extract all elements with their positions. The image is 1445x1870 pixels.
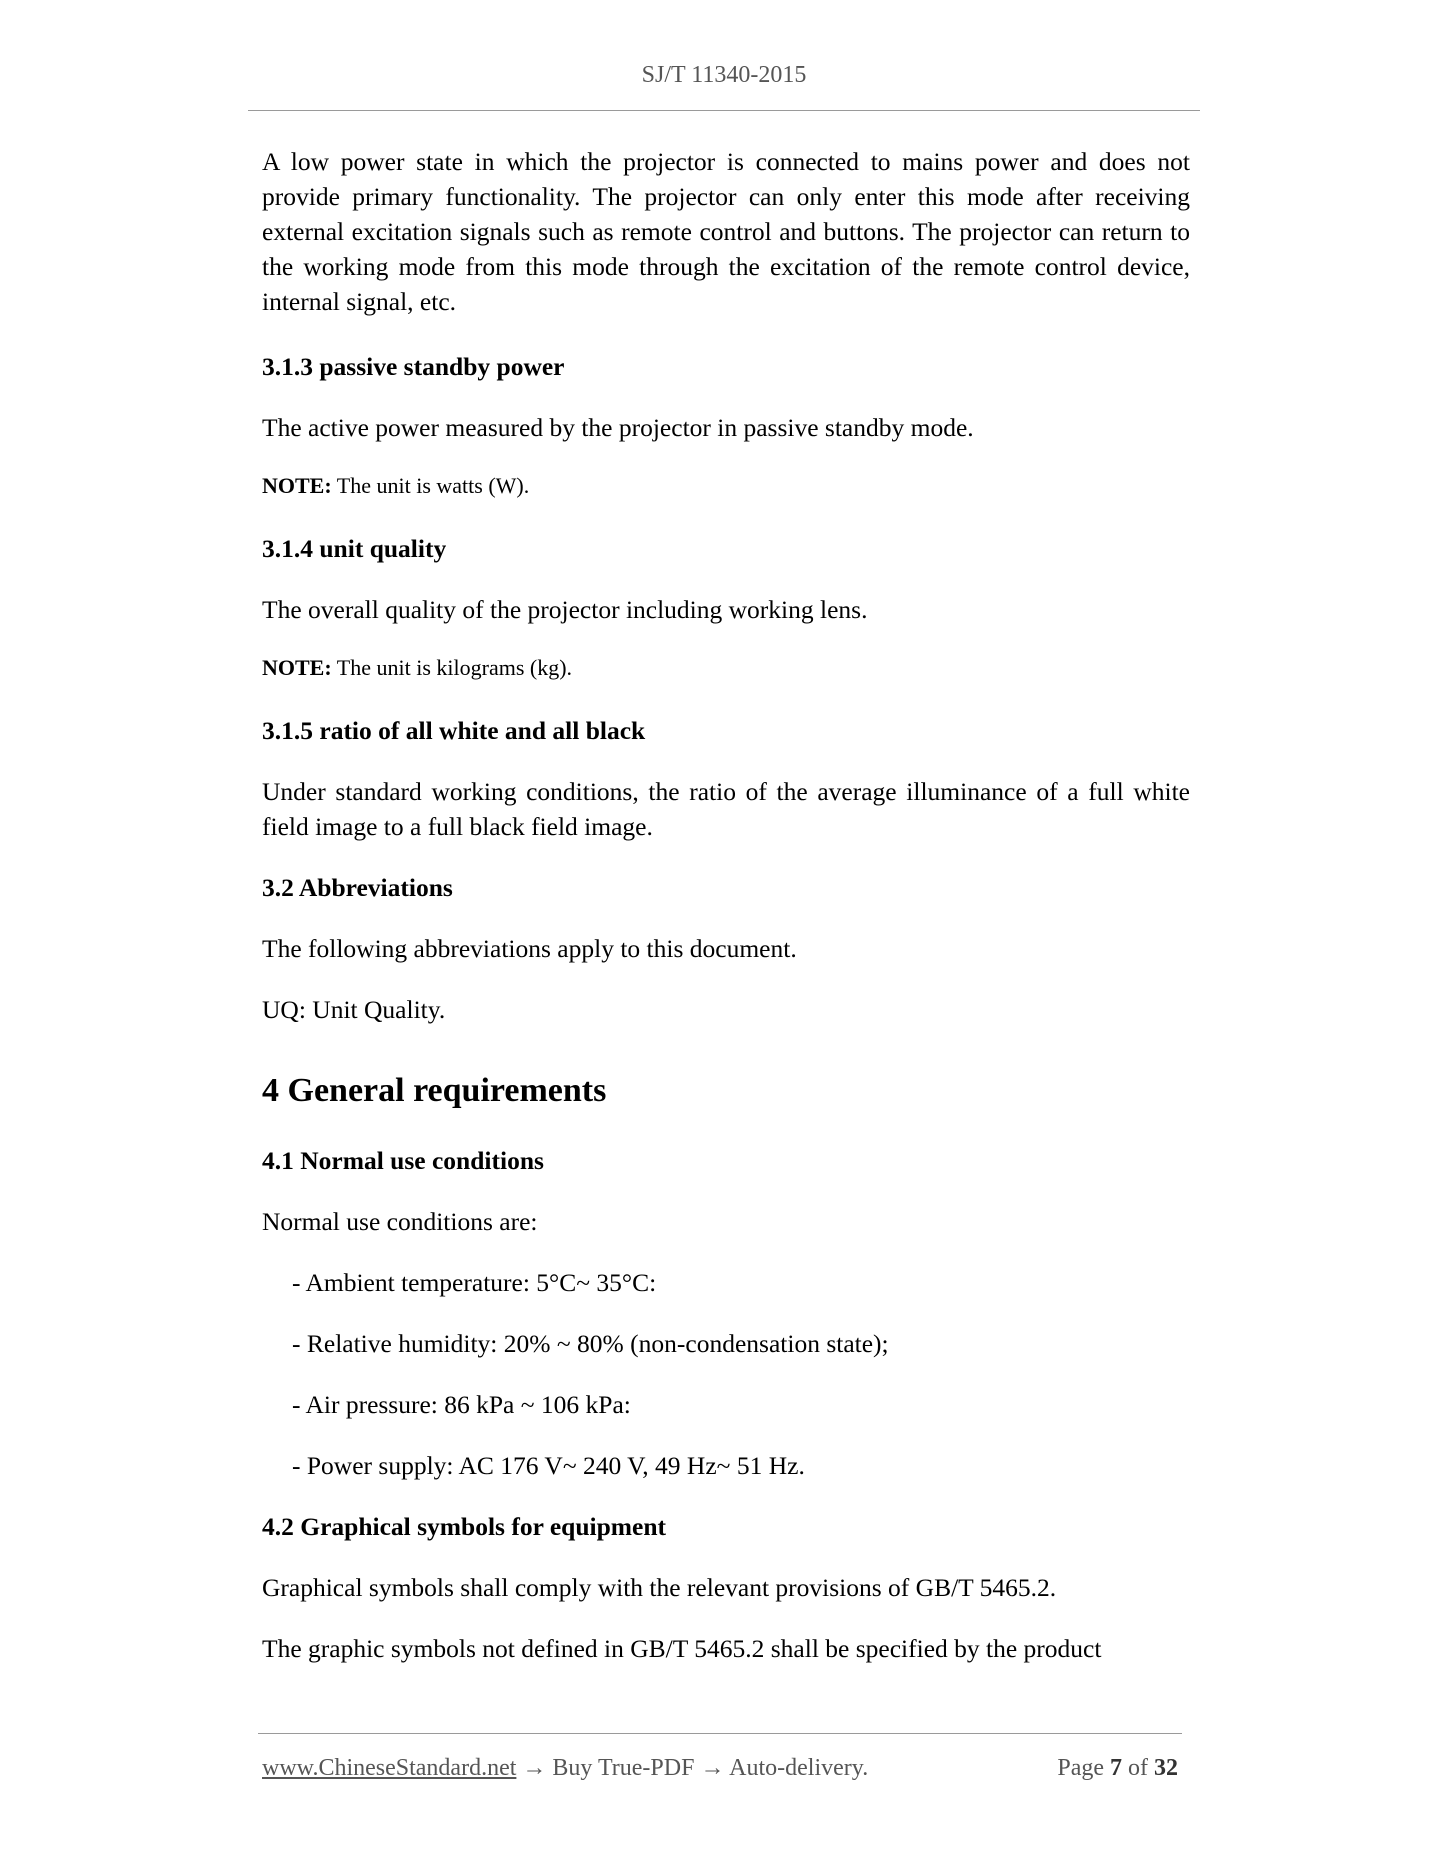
page-label: Page	[1057, 1755, 1110, 1781]
list-item: - Relative humidity: 20% ~ 80% (non-condensation state);	[292, 1329, 889, 1358]
section-4-heading: 4 General requirements	[262, 1072, 607, 1109]
total-pages: 32	[1154, 1755, 1178, 1781]
section-4-2-text-2: The graphic symbols not defined in GB/T 5465.2 shall be specified by the product	[262, 1634, 1102, 1663]
arrow-icon: →	[516, 1755, 553, 1781]
auto-delivery-text: Auto-delivery.	[729, 1755, 869, 1781]
section-3-1-4-note	[262, 653, 1190, 683]
note-label: NOTE:	[262, 473, 332, 498]
list-item: - Power supply: AC 176 V~ 240 V, 49 Hz~ 51 Hz.	[292, 1451, 805, 1480]
section-3-1-3-note	[262, 471, 1190, 501]
section-3-2-text: The following abbreviations apply to this document.	[262, 934, 797, 963]
website-link[interactable]: www.ChineseStandard.net	[262, 1755, 517, 1781]
note-label: NOTE:	[262, 655, 332, 680]
section-3-1-3-text: The active power measured by the projector in passive standby mode.	[262, 413, 974, 442]
footer-links	[262, 1752, 868, 1784]
section-3-1-5-text: Under standard working conditions, the ratio of the average illuminance of a full white field image to a full black field image.	[262, 777, 1190, 841]
note-text: The unit is kilograms (kg).	[331, 655, 573, 680]
document-body	[262, 144, 1190, 1692]
list-item: - Air pressure: 86 kPa ~ 106 kPa:	[292, 1390, 631, 1419]
section-3-2-heading: 3.2 Abbreviations	[262, 873, 453, 902]
intro-paragraph: A low power state in which the projector is connected to mains power and does not provide primary functionality. The projector can only enter this mode after receiving external excitation signals such as remote control and buttons. The projector can return to the working mode from this mode through the excitation of the remote control device, internal signal, etc.	[262, 147, 1190, 316]
list-item: - Ambient temperature: 5°C~ 35°C:	[292, 1268, 657, 1297]
header-divider	[248, 110, 1200, 111]
note-text: The unit is watts (W).	[331, 473, 530, 498]
section-3-1-4-heading: 3.1.4 unit quality	[262, 534, 447, 563]
footer-divider	[258, 1733, 1182, 1734]
abbreviation-uq: UQ: Unit Quality.	[262, 995, 446, 1024]
buy-true-pdf-text: Buy True-PDF	[552, 1755, 695, 1781]
section-4-2-heading: 4.2 Graphical symbols for equipment	[262, 1512, 667, 1541]
arrow-icon: →	[694, 1755, 730, 1781]
page-number	[1057, 1752, 1178, 1784]
section-3-1-3-heading: 3.1.3 passive standby power	[262, 352, 565, 381]
section-4-1-text: Normal use conditions are:	[262, 1207, 538, 1236]
current-page: 7	[1110, 1755, 1122, 1781]
section-3-1-5-heading: 3.1.5 ratio of all white and all black	[262, 716, 646, 745]
of-label: of	[1122, 1755, 1154, 1781]
page-header: SJ/T 11340-2015	[641, 62, 807, 88]
section-4-2-text-1: Graphical symbols shall comply with the relevant provisions of GB/T 5465.2.	[262, 1573, 1057, 1602]
section-4-1-heading: 4.1 Normal use conditions	[262, 1146, 544, 1175]
section-3-1-4-text: The overall quality of the projector including working lens.	[262, 595, 868, 624]
